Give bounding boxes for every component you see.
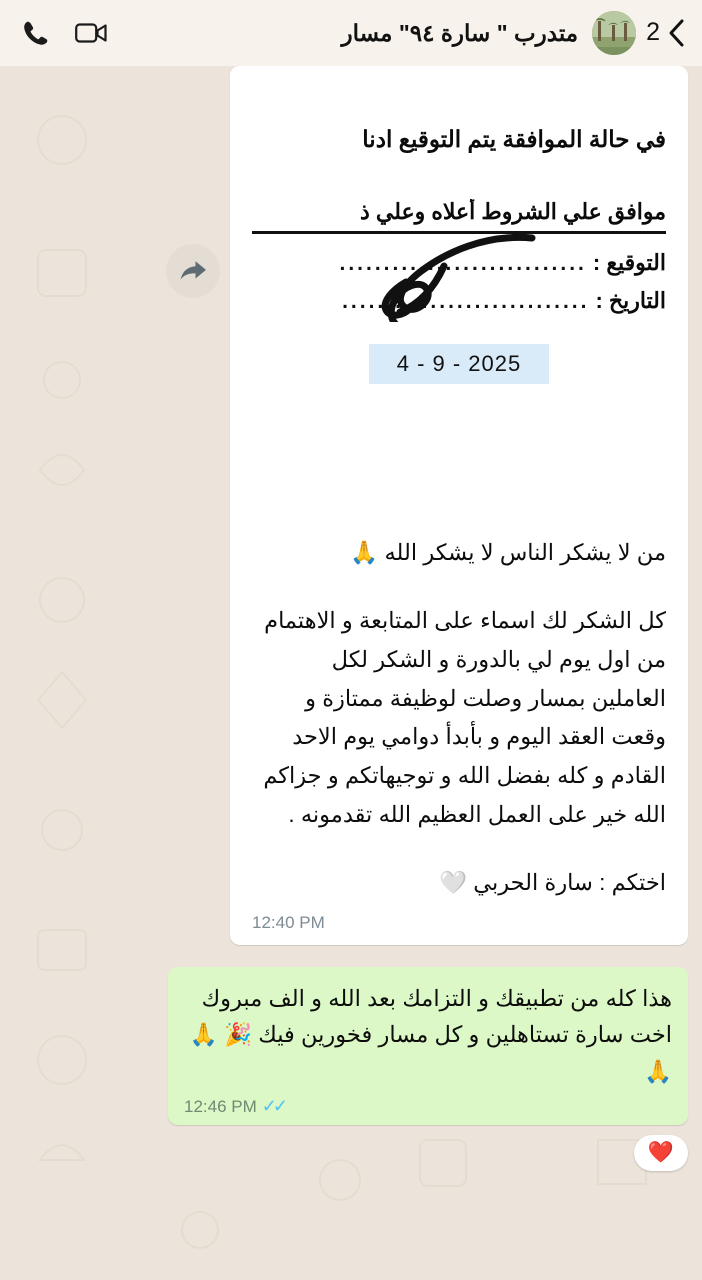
heart-emoji-icon: ❤️ <box>647 1141 674 1165</box>
forward-icon[interactable] <box>166 244 220 298</box>
document-agreement-line: موافق علي الشروط أعلاه وعلي ذ <box>252 199 666 234</box>
message-paragraph-1: من لا يشكر الناس لا يشكر الله 🙏 <box>350 539 666 565</box>
incoming-document-bubble[interactable] <box>230 66 688 945</box>
message-paragraph-3: اختكم : سارة الحربي 🤍 <box>438 870 666 896</box>
signature-label: التوقيع : <box>592 249 666 275</box>
date-value-highlight: 4 - 9 - 2025 <box>369 344 550 384</box>
signature-field <box>252 250 666 276</box>
document-blank-space <box>252 384 666 534</box>
outgoing-text: هذا كله من تطبيقك و التزامك بعد الله و الف مبروك اخت سارة تستاهلين و كل مسار فخورين فيك 🎉 🙏🙏 <box>189 986 672 1084</box>
bottom-spacer <box>14 1171 688 1185</box>
outgoing-timestamp: 12:46 PM <box>184 1096 257 1116</box>
chat-header <box>0 0 702 66</box>
avatar[interactable] <box>592 11 636 55</box>
double-check-icon: ✓✓ <box>261 1096 284 1117</box>
date-dots: ............................ <box>342 289 590 313</box>
outgoing-message <box>14 967 688 1125</box>
header-actions <box>14 16 108 50</box>
signature-dots: ............................ <box>339 251 587 275</box>
document-preview <box>230 66 688 534</box>
date-label: التاريخ : <box>595 287 666 313</box>
message-paragraph-2: كل الشكر لك اسماء على المتابعة و الاهتمام من اول يوم لي بالدورة و الشكر لكل العاملين بمسار وصلت لوظيفة ممتازة و وقعت العقد اليوم و بأبدأ دوامي يوم الاحد القادم و كله بفضل الله و توجيهاتكم و جزاكم الله خير على العمل العظيم الله تقدمونه . <box>263 608 666 827</box>
video-call-icon[interactable] <box>74 16 108 50</box>
date-field <box>252 288 666 314</box>
incoming-message <box>14 66 688 945</box>
outgoing-meta <box>184 1096 672 1117</box>
voice-call-icon[interactable] <box>18 16 52 50</box>
unread-count: 2 <box>646 17 660 46</box>
message-text <box>230 534 688 914</box>
chevron-back-icon[interactable] <box>666 16 688 50</box>
header-back-group[interactable] <box>646 16 688 50</box>
incoming-timestamp: 12:40 PM <box>252 913 325 932</box>
document-heading: في حالة الموافقة يتم التوقيع ادنا <box>362 126 666 152</box>
outgoing-bubble[interactable] <box>168 967 688 1125</box>
contact-name[interactable]: متدرب " سارة ٩٤" مسار <box>341 19 579 46</box>
message-reaction[interactable] <box>634 1135 688 1171</box>
message-list[interactable] <box>0 66 702 1280</box>
